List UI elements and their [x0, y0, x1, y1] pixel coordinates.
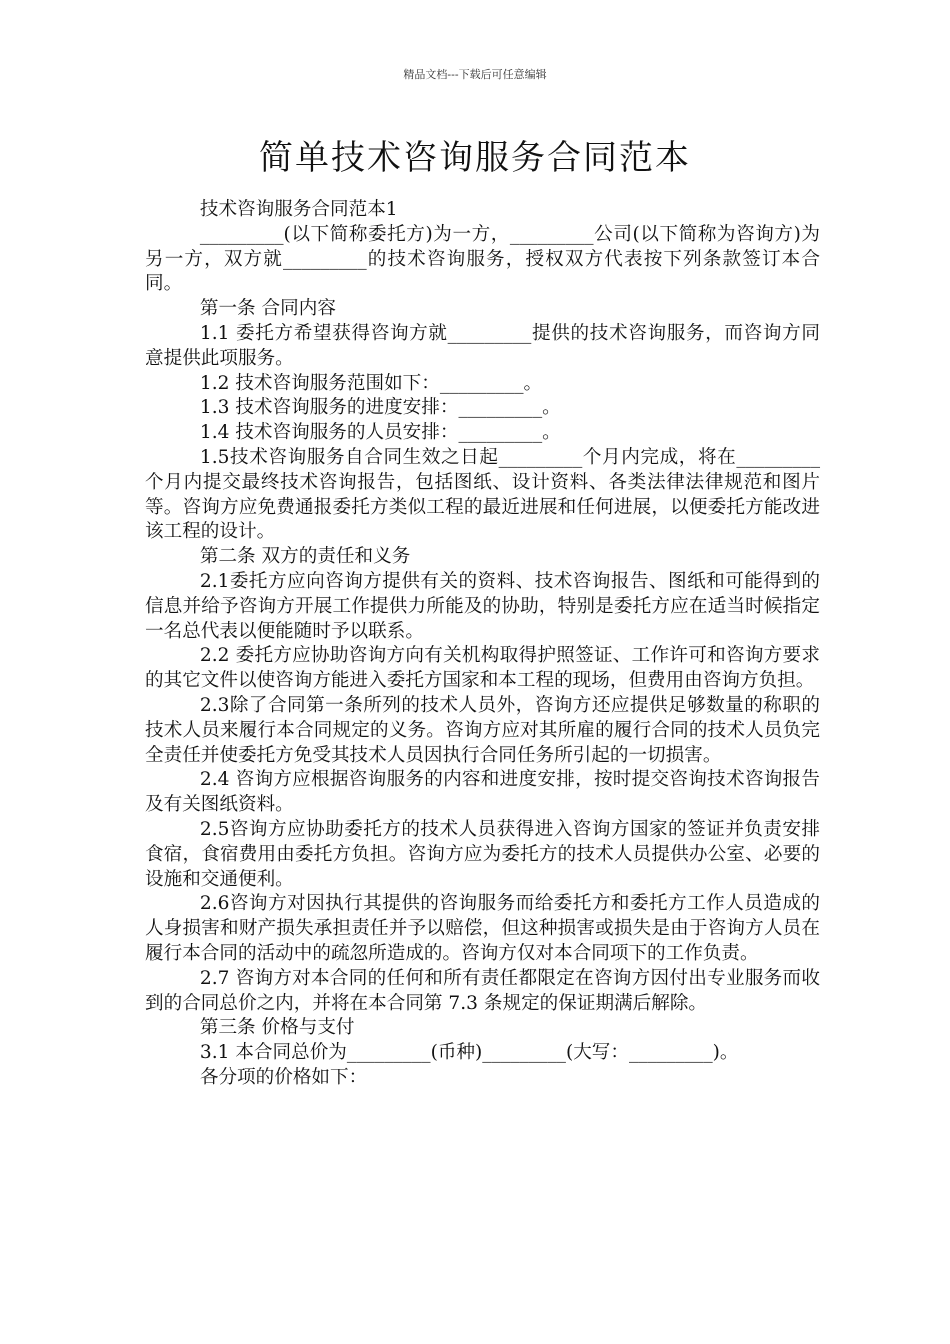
- clause-2-6: 2.6咨询方对因执行其提供的咨询服务而给委托方和委托方工作人员造成的人身损害和财产损失承担责任并予以赔偿，但这种损害或损失是由于咨询方人员在履行本合同的活动中的疏忽所造成的。咨询方仅对本合同项下的工作负责。: [145, 893, 820, 964]
- clause-1-1: 1.1 委托方希望获得咨询方就_________提供的技术咨询服务，而咨询方同意提供此项服务。: [145, 322, 820, 369]
- article-3-heading: 第三条 价格与支付: [199, 1017, 355, 1039]
- clause-1-5: 1.5技术咨询服务自合同生效之日起_________个月内完成，将在_________个月内提交最终技术咨询报告，包括图纸、设计资料、各类法律法律规范和图片等。咨询方应免费通报委托方类似工程的最近进展和任何进展，以便委托方能改进该工程的设计。: [145, 446, 820, 543]
- paragraph-itemized-prices: 各分项的价格如下：: [199, 1066, 368, 1088]
- document-title: 简单技术咨询服务合同范本: [259, 138, 691, 178]
- clause-2-5: 2.5咨询方应协助委托方的技术人员获得进入咨询方国家的签证并负责安排食宿，食宿费用由委托方负担。咨询方应为委托方的技术人员提供办公室、必要的设施和交通便利。: [145, 818, 820, 890]
- clause-2-3: 2.3除了合同第一条所列的技术人员外，咨询方还应提供足够数量的称职的技术人员来履行本合同规定的义务。咨询方应对其所雇的履行合同的技术人员负完全责任并使委托方免受其技术人员因执行合同任务所引起的一切损害。: [145, 694, 820, 766]
- paragraph-parties: _________(以下简称委托方)为一方，_________公司(以下简称为咨询方)为另一方，双方就_________的技术咨询服务，授权双方代表按下列条款签订本合同。: [145, 223, 820, 295]
- clause-1-2: 1.2 技术咨询服务范围如下：_________。: [199, 372, 543, 394]
- article-1-heading: 第一条 合同内容: [199, 298, 336, 320]
- clause-2-1: 2.1委托方应向咨询方提供有关的资料、技术咨询报告、图纸和可能得到的信息并给予咨询方开展工作提供力所能及的协助，特别是委托方应在适当时候指定一名总代表以便能随时予以联系。: [145, 570, 820, 642]
- article-2-heading: 第二条 双方的责任和义务: [199, 546, 411, 568]
- clause-3-1: 3.1 本合同总价为_________(币种)_________(大写：_________)。: [199, 1042, 739, 1064]
- document-body: [145, 198, 820, 1091]
- clause-2-4: 2.4 咨询方应根据咨询服务的内容和进度安排，按时提交咨询技术咨询报告及有关图纸资料。: [145, 769, 820, 816]
- clause-2-7: 2.7 咨询方对本合同的任何和所有责任都限定在咨询方因付出专业服务而收到的合同总价之内，并将在本合同第 7.3 条规定的保证期满后解除。: [145, 967, 820, 1014]
- clause-1-3: 1.3 技术咨询服务的进度安排：_________。: [199, 397, 561, 419]
- clause-2-2: 2.2 委托方应协助咨询方向有关机构取得护照签证、工作许可和咨询方要求的其它文件以使咨询方能进入委托方国家和本工程的现场，但费用由咨询方负担。: [145, 645, 820, 692]
- header-note: 精品文档---下载后可任意编辑: [403, 68, 547, 81]
- paragraph-intro-title: 技术咨询服务合同范本1: [199, 199, 398, 220]
- clause-1-4: 1.4 技术咨询服务的人员安排：_________。: [199, 422, 561, 444]
